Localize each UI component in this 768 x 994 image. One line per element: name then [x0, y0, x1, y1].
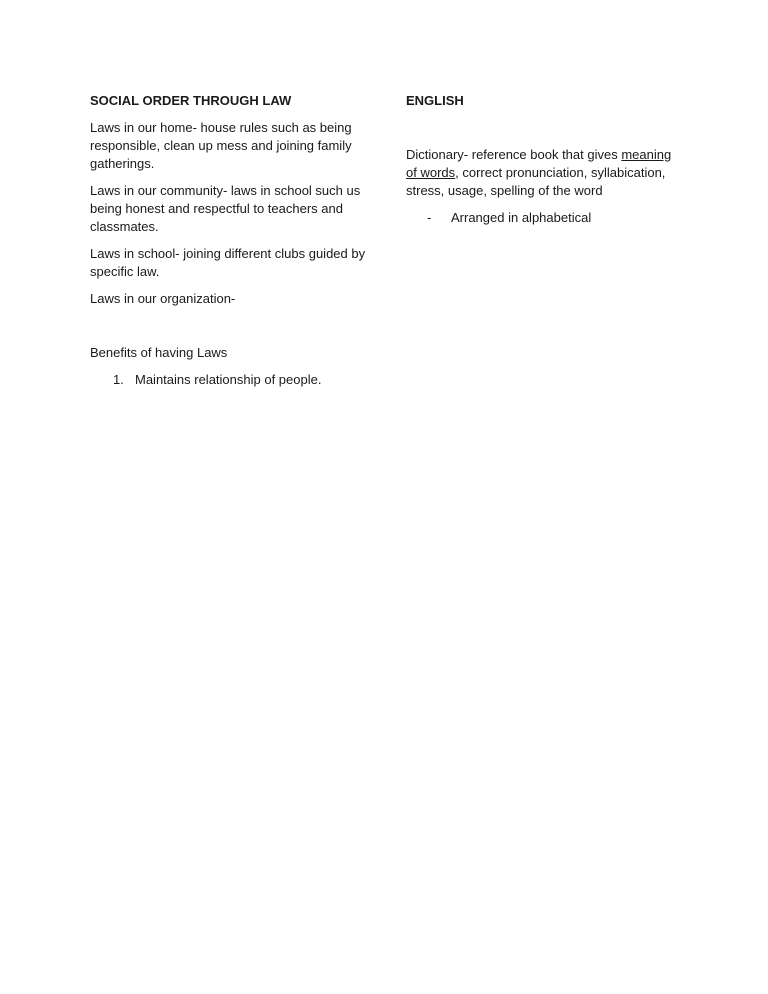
paragraph-laws-community: Laws in our community- laws in school such us being honest and respectful to teachers and classmates.	[90, 183, 361, 234]
dash-marker: -	[427, 210, 432, 225]
paragraph-dictionary-definition	[406, 146, 674, 200]
dictionary-bullets	[406, 209, 674, 227]
list-item-text: Maintains relationship of people.	[135, 372, 322, 387]
right-column	[406, 92, 674, 227]
list-item	[406, 209, 674, 227]
left-column	[90, 92, 375, 389]
blank-line	[90, 317, 375, 344]
benefits-list	[90, 371, 375, 389]
list-item-text: Arranged in alphabetical	[451, 210, 592, 225]
paragraph-laws-organization: Laws in our organization-	[90, 291, 236, 306]
list-item	[90, 371, 375, 389]
list-number: 1.	[113, 372, 124, 387]
section-heading-social-order: SOCIAL ORDER THROUGH LAW	[90, 93, 292, 108]
paragraph-laws-home: Laws in our home- house rules such as being responsible, clean up mess and joining family gatherings.	[90, 120, 352, 171]
benefits-heading: Benefits of having Laws	[90, 345, 228, 360]
definition-rest: , correct pronunciation, syllabication, stress, usage, spelling of the word	[406, 165, 666, 198]
paragraph-laws-school: Laws in school- joining different clubs guided by specific law.	[90, 246, 366, 279]
definition-prefix: Dictionary- reference book that gives	[406, 147, 622, 162]
definition-underlined: meaning of words	[406, 147, 672, 180]
section-heading-english: ENGLISH	[406, 93, 464, 108]
blank-line	[406, 119, 674, 146]
